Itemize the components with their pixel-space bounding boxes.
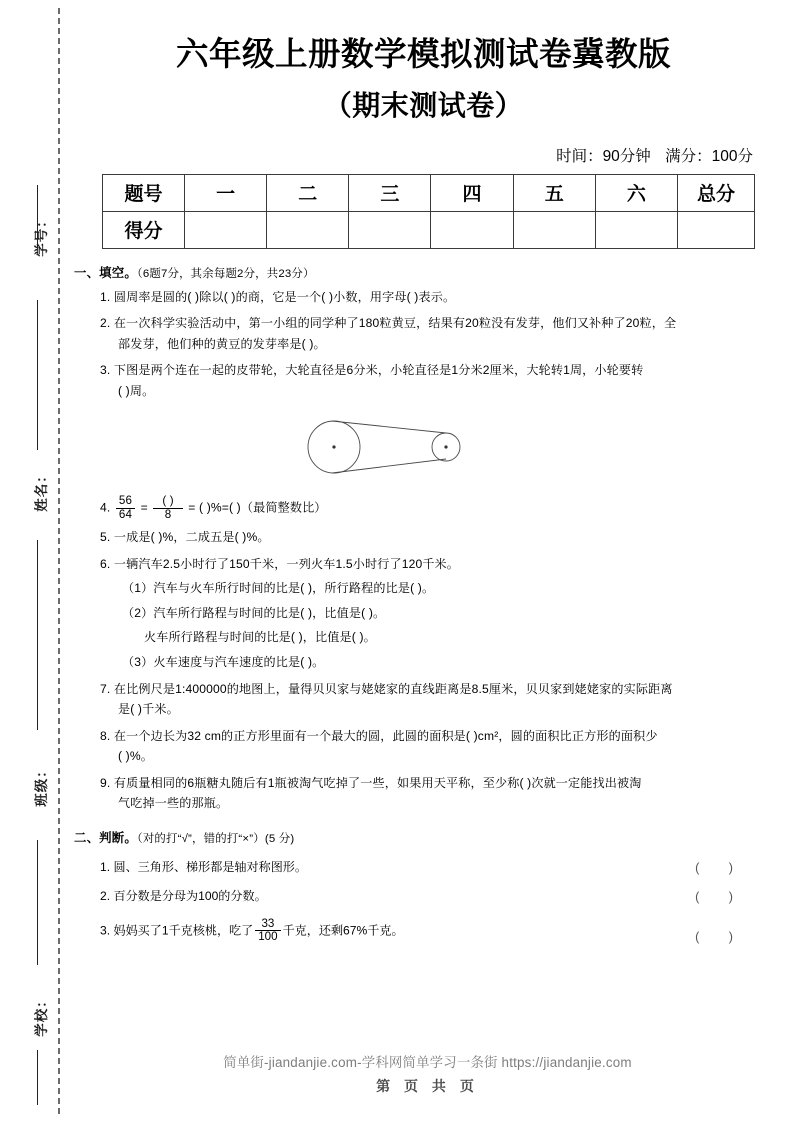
score-cell-6[interactable] [595,211,677,248]
footer-site-credit: 简单街-jiandanjie.com-学科网简单学习一条街 https://jiandanjie.com [223,1055,632,1070]
question-6 [100,555,774,575]
question-6-sub-3: （3）火车速度与汽车速度的比是( )。 [122,654,325,669]
judge-2-text: 百分数是分母为100的分数。 [113,888,267,903]
table-row [103,174,755,211]
score-cell-2[interactable] [267,211,349,248]
question-9-number: 9. [100,775,111,790]
score-cell-4[interactable] [431,211,513,248]
judge-3-answer-box[interactable]: ( ) [695,929,746,944]
question-8-text: 在一个边长为32 cm的正方形里面有一个最大的圆，此圆的面积是( )cm²，圆的面积比正方形的面积少 [113,728,658,743]
margin-divider-2 [37,300,38,450]
table-row [103,211,755,248]
belt-pulley-icon [294,411,494,483]
question-3-continuation: ( )周。 [118,383,155,398]
question-4-fraction-1 [116,495,135,521]
score-cell-5[interactable] [513,211,595,248]
score-table-col-2: 二 [267,174,349,211]
q4-frac1-denominator: 64 [116,508,135,521]
question-4 [100,495,774,521]
exam-time-label: 时间：90分钟 [556,147,651,165]
margin-divider-5 [37,1050,38,1105]
score-table-row-label-score: 得分 [103,211,185,248]
score-table-col-1: 一 [185,174,267,211]
score-table-col-total: 总分 [678,174,755,211]
section-2-title: 二、判断。 [74,830,137,845]
judge-3-text-post: 千克，还剩67%千克。 [282,923,404,938]
question-3-number: 3. [100,363,111,378]
question-6-sub-2: （2）汽车所行路程与时间的比是( )，比值是( )。 [122,605,386,620]
judge-3-frac-numerator: 33 [261,916,275,930]
exam-page [72,0,793,1122]
margin-divider-4 [37,840,38,965]
margin-label-student-id: 学号： [34,213,49,257]
judge-1-number: 1. [100,859,111,874]
section-heading-true-false [74,828,774,846]
question-7 [100,680,774,700]
question-1-number: 1. [100,289,111,304]
section-heading-fill-in-blank [74,263,774,281]
question-5-number: 5. [100,530,111,545]
page-title: 六年级上册数学模拟测试卷冀教版 [175,36,671,72]
margin-label-name: 姓名： [34,468,49,512]
margin-label-school: 学校： [34,993,49,1037]
judge-3-frac-denominator: 100 [255,930,280,943]
judge-3-number: 3. [100,923,111,938]
judge-question-2 [100,887,774,904]
exam-total-score-label: 满分：100分 [665,147,753,165]
question-6-sub-2b: 火车所行路程与时间的比是( )，比值是( )。 [144,630,376,645]
question-4-fraction-2 [153,495,182,521]
section-1-note: （6题7分，其余每题2分，共23分） [136,267,315,280]
question-3-figure [74,411,774,488]
question-4-number: 4. [100,500,111,515]
judge-2-answer-box[interactable]: ( ) [695,889,746,904]
judge-3-fraction [255,918,280,944]
footer-page-number: 第 页 共 页 [376,1078,479,1094]
score-table-col-4: 四 [431,174,513,211]
question-8-number: 8. [100,728,111,743]
q4-frac2-numerator: ( ) [162,494,174,508]
margin-label-class: 班级： [34,763,49,807]
question-2 [100,314,774,334]
question-7-text: 在比例尺是1:400000的地图上，量得贝贝家与姥姥家的直线距离是8.5厘米，贝贝家到姥姥家的实际距离 [113,681,673,696]
judge-2-number: 2. [100,888,111,903]
score-table-col-5: 五 [513,174,595,211]
question-4-equals-1: = [140,500,148,515]
score-table-col-3: 三 [349,174,431,211]
judge-question-3 [100,918,774,944]
question-4-tail: = ( )%=( )（最简整数比） [188,500,327,515]
score-cell-1[interactable] [185,211,267,248]
question-1 [100,288,774,308]
question-7-continuation: 是( )千米。 [118,702,179,717]
exam-content [74,263,774,944]
question-1-text: 圆周率是圆的( )除以( )的商，它是一个( )小数，用字母( )表示。 [113,289,456,304]
margin-divider-3 [37,540,38,730]
judge-3-text-pre: 妈妈买了1千克核桃，吃了 [113,923,254,938]
question-8 [100,727,774,747]
question-9-text: 有质量相同的6瓶糖丸随后有1瓶被淘气吃掉了一些，如果用天平称，至少称( )次就一定能找出被淘 [113,775,642,790]
question-5 [100,528,774,548]
question-3 [100,361,774,381]
question-3-text: 下图是两个连在一起的皮带轮，大轮直径是6分米，小轮直径是1分米2厘米，大轮转1周，小轮要转 [113,363,644,378]
question-6-text: 一辆汽车2.5小时行了150千米，一列火车1.5小时行了120千米。 [113,556,460,571]
question-2-continuation: 部发芽，他们种的黄豆的发芽率是( )。 [118,336,326,351]
question-6-sub-1: （1）汽车与火车所行时间的比是( )，所行路程的比是( )。 [122,581,435,596]
score-table [102,174,755,249]
score-cell-3[interactable] [349,211,431,248]
question-9 [100,774,774,794]
q4-frac2-denominator: 8 [153,508,182,521]
question-2-text: 在一次科学实验活动中，第一小组的同学种了180粒黄豆，结果有20粒没有发芽，他们又补种了20粒，全 [113,316,677,331]
question-5-text: 一成是( )%，二成五是( )%。 [113,530,270,545]
exam-meta [72,144,753,166]
section-1-title: 一、填空。 [74,265,137,280]
question-2-number: 2. [100,316,111,331]
score-table-wrapper [102,174,755,249]
question-8-continuation: ( )%。 [118,749,154,764]
question-7-number: 7. [100,681,111,696]
judge-question-1 [100,858,774,875]
dashed-fold-line [58,8,60,1114]
question-9-continuation: 气吃掉一些的那瓶。 [118,796,229,811]
q4-frac1-numerator: 56 [118,494,133,508]
judge-1-text: 圆、三角形、梯形都是轴对称图形。 [113,859,307,874]
score-cell-total[interactable] [678,211,755,248]
binding-margin-strip [0,0,72,1122]
page-footer [72,1052,793,1096]
score-table-row-label-number: 题号 [103,174,185,211]
section-2-note: （对的打“√”，错的打“×”）(5 分) [136,832,295,845]
judge-1-answer-box[interactable]: ( ) [695,860,746,875]
page-subtitle: （期末测试卷） [323,89,524,121]
question-6-number: 6. [100,556,111,571]
score-table-col-6: 六 [595,174,677,211]
